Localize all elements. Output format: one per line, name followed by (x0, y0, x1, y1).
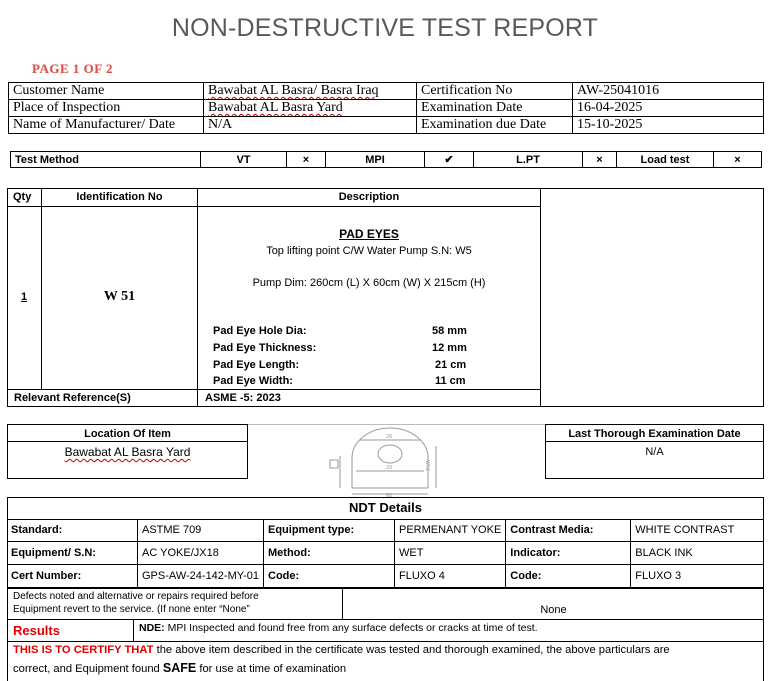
ndt-table (7, 519, 764, 588)
ndt-label: Equipment type: (264, 519, 395, 542)
method-mpi-mark: ✔ (425, 152, 474, 168)
ndt-label: Equipment/ S.N: (7, 542, 138, 565)
last-exam-header: Last Thorough Examination Date (568, 428, 741, 440)
location-header: Location Of Item (84, 428, 171, 440)
desc-line-2: Pump Dim: 260cm (L) X 60cm (W) X 215cm (H) (252, 277, 486, 289)
certify-bold: THIS IS TO CERTIFY THAT (13, 644, 154, 656)
identification-value: W 51 (103, 289, 136, 304)
ndt-label: Indicator: (506, 542, 631, 565)
ndt-label: Cert Number: (7, 565, 138, 588)
ndt-value: PERMENANT YOKE (395, 519, 506, 542)
reference-label: Relevant Reference(S) (14, 392, 131, 404)
ndt-header: NDT Details (349, 500, 422, 515)
qty-value: 1 (21, 291, 28, 303)
drawing-dim-mid: 20 (386, 465, 393, 471)
cert-label: Certification No (417, 83, 573, 100)
customer-value: Bawabat AL Basra/ Basra Iraq (208, 83, 379, 98)
id-header: Identification No (76, 191, 163, 203)
report-title: NON-DESTRUCTIVE TEST REPORT (171, 14, 599, 42)
ndt-value: ASTME 709 (138, 519, 264, 542)
pad-eye-drawing (320, 426, 450, 498)
certify-text-2a: correct, and Equipment found (13, 663, 163, 675)
defects-label-line-2: Equipment revert to the service. (If none enter “None” (13, 604, 250, 615)
method-lpt-mark: × (583, 152, 617, 168)
info-table (8, 82, 764, 134)
exam-date-value: 16-04-2025 (573, 100, 764, 117)
place-value: Bawabat AL Basra Yard (208, 100, 343, 115)
method-vt-mark: × (287, 152, 326, 168)
nde-text: MPI Inspected and found free from any surface defects or cracks at time of test. (167, 622, 538, 634)
ndt-value: AC YOKE/JX18 (138, 542, 264, 565)
drawing-dim-side: W51 (424, 460, 430, 472)
ndt-label: Code: (264, 565, 395, 588)
last-exam-value: N/A (645, 446, 664, 458)
spec-label: Pad Eye Thickness: (213, 342, 317, 354)
desc-title: PAD EYES (339, 227, 399, 241)
manufacturer-value: N/A (204, 117, 417, 134)
ndt-label: Method: (264, 542, 395, 565)
ndt-label: Code: (506, 565, 631, 588)
spec-label: Pad Eye Hole Dia: (213, 325, 307, 337)
spec-value: 11 cm (435, 375, 466, 387)
certify-text-1: the above item described in the certificate was tested and thorough examined, the above particulars are (153, 644, 670, 656)
method-load-test-mark: × (714, 152, 762, 168)
ndt-label: Standard: (7, 519, 138, 542)
spec-label: Pad Eye Length: (213, 359, 300, 371)
desc-line-1: Top lifting point C/W Water Pump S.N: W5 (266, 245, 472, 257)
ndt-value: WET (395, 542, 506, 565)
nde-label: NDE: (139, 622, 165, 634)
spec-value: 12 mm (432, 342, 467, 354)
reference-value: ASME -5: 2023 (205, 392, 281, 404)
place-label: Place of Inspection (9, 100, 204, 117)
manufacturer-label: Name of Manufacturer/ Date (9, 117, 204, 134)
certify-safe: SAFE (162, 661, 197, 675)
ndt-label: Contrast Media: (506, 519, 631, 542)
location-value: Bawabat AL Basra Yard (64, 445, 191, 459)
spec-label: Pad Eye Width: (213, 375, 293, 387)
method-lpt: L.PT (474, 152, 583, 168)
method-load-test: Load test (617, 152, 714, 168)
ndt-value: FLUXO 3 (631, 565, 764, 588)
desc-header: Description (338, 191, 400, 203)
certify-text-2b: for use at time of examination (196, 663, 347, 675)
test-method-label: Test Method (11, 152, 201, 168)
method-mpi: MPI (326, 152, 425, 168)
due-date-label: Examination due Date (417, 117, 573, 134)
test-method-table (10, 151, 762, 168)
cert-value: AW-25041016 (573, 83, 764, 100)
ndt-value: GPS-AW-24-142-MY-01 (138, 565, 264, 588)
ndt-value: BLACK INK (631, 542, 764, 565)
qty-header: Qty (13, 191, 32, 203)
method-vt: VT (201, 152, 287, 168)
drawing-dim-top: 26 (386, 434, 393, 440)
exam-date-label: Examination Date (417, 100, 573, 117)
drawing-dim-bottom: 60 (386, 493, 393, 498)
defects-value: None (540, 604, 567, 616)
spec-value: 21 cm (435, 359, 467, 371)
due-date-value: 15-10-2025 (573, 117, 764, 134)
ndt-value: FLUXO 4 (395, 565, 506, 588)
customer-label: Customer Name (9, 83, 204, 100)
ndt-value: WHITE CONTRAST (631, 519, 764, 542)
defects-label-line-1: Defects noted and alternative or repairs required before (13, 591, 259, 602)
spec-value: 58 mm (432, 325, 467, 337)
results-label: Results (13, 623, 60, 638)
page-label: PAGE 1 OF 2 (32, 61, 113, 76)
